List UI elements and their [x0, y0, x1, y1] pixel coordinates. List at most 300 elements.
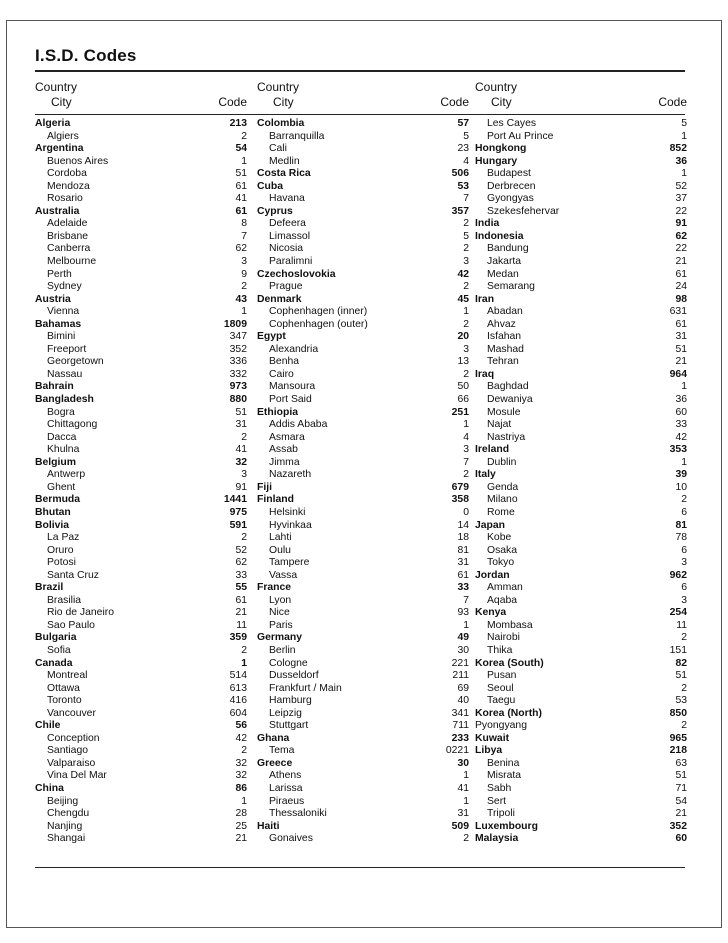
country-name: Ethiopia: [257, 406, 298, 418]
city-name: Tampere: [269, 557, 310, 569]
dial-code: 2: [463, 281, 469, 293]
city-row: [475, 783, 687, 796]
country-name: Bahrain: [35, 381, 74, 393]
country-name: Argentina: [35, 143, 84, 155]
city-name: Buenos Aires: [47, 155, 109, 167]
city-name: Chittagong: [47, 419, 98, 431]
country-row: [35, 783, 247, 796]
city-name: Baghdad: [487, 381, 529, 393]
city-name: Perth: [47, 268, 72, 280]
country-name: France: [257, 582, 292, 594]
city-row: [257, 557, 469, 570]
city-row: [475, 595, 687, 608]
dial-code: 54: [235, 143, 247, 155]
city-row: [35, 193, 247, 206]
city-name: Jimma: [269, 456, 300, 468]
city-row: [257, 243, 469, 256]
country-row: [35, 494, 247, 507]
city-name: Shangai: [47, 833, 86, 845]
city-row: [257, 545, 469, 558]
dial-code: 42: [675, 431, 687, 443]
city-row: [475, 645, 687, 658]
city-name: Georgetown: [47, 356, 104, 368]
city-name: Vina Del Mar: [47, 770, 107, 782]
city-row: [475, 494, 687, 507]
city-row: [475, 507, 687, 520]
country-row: [35, 520, 247, 533]
header-row: [35, 95, 247, 110]
city-name: Cophenhagen (outer): [269, 318, 368, 330]
city-name: Benha: [269, 356, 300, 368]
dial-code: 3: [463, 444, 469, 456]
dial-code: 11: [676, 619, 687, 631]
city-row: [475, 620, 687, 633]
city-row: [257, 658, 469, 671]
dial-code: 31: [457, 557, 469, 569]
country-row: [35, 720, 247, 733]
city-row: [35, 356, 247, 369]
dial-code: 6: [681, 506, 687, 518]
dial-code: 41: [457, 782, 469, 794]
dial-code: 7: [463, 193, 469, 205]
city-name: Kobe: [487, 532, 512, 544]
city-name: Santiago: [47, 745, 89, 757]
city-row: [475, 482, 687, 495]
country-name: Cyprus: [257, 205, 293, 217]
dial-code: 62: [235, 557, 247, 569]
country-row: [257, 331, 469, 344]
dial-code: 850: [669, 707, 687, 719]
city-row: [35, 770, 247, 783]
city-row: [257, 444, 469, 457]
dial-code: 7: [463, 594, 469, 606]
dial-code: 31: [235, 419, 247, 431]
city-name: Sert: [487, 795, 507, 807]
dial-code: 51: [675, 343, 687, 355]
dial-code: 31: [457, 808, 469, 820]
dial-code: 604: [229, 707, 247, 719]
country-row: [257, 294, 469, 307]
city-name: Amman: [487, 582, 523, 594]
country-row: [35, 143, 247, 156]
dial-code: 50: [457, 381, 469, 393]
dial-code: 93: [457, 607, 469, 619]
country-name: Luxembourg: [475, 820, 538, 832]
city-row: [475, 796, 687, 809]
city-row: [35, 482, 247, 495]
dial-code: 1: [681, 130, 687, 142]
country-row: [475, 469, 687, 482]
city-name: Berlin: [269, 644, 296, 656]
country-row: [257, 632, 469, 645]
city-name: Seoul: [487, 682, 514, 694]
dial-code: 2: [241, 532, 247, 544]
city-row: [35, 419, 247, 432]
city-name: Mansoura: [269, 381, 316, 393]
country-row: [35, 457, 247, 470]
city-name: Port Said: [269, 394, 312, 406]
header-row: [475, 95, 687, 110]
country-name: Egypt: [257, 331, 286, 343]
dial-code: 2: [241, 431, 247, 443]
code-list: [35, 118, 247, 846]
country-row: [257, 168, 469, 181]
city-name: Barranquilla: [269, 130, 325, 142]
country-name: Kenya: [475, 607, 507, 619]
country-name: China: [35, 782, 64, 794]
header-country: Country: [35, 80, 78, 94]
dial-code: 852: [669, 143, 687, 155]
country-row: [475, 231, 687, 244]
city-row: [35, 607, 247, 620]
city-row: [475, 356, 687, 369]
dial-code: 61: [235, 180, 247, 192]
city-row: [35, 645, 247, 658]
country-row: [475, 607, 687, 620]
country-name: Italy: [475, 469, 496, 481]
city-row: [475, 632, 687, 645]
city-name: Algiers: [47, 130, 79, 142]
country-name: Ireland: [475, 444, 510, 456]
city-row: [35, 306, 247, 319]
city-name: Stuttgart: [269, 720, 309, 732]
city-name: Pyongyang: [475, 720, 527, 732]
city-name: Bogra: [47, 406, 75, 418]
dial-code: 13: [457, 356, 469, 368]
city-row: [257, 770, 469, 783]
dial-code: 40: [457, 695, 469, 707]
dial-code: 1: [681, 381, 687, 393]
dial-code: 233: [451, 732, 469, 744]
city-row: [257, 193, 469, 206]
dial-code: 51: [235, 406, 247, 418]
country-row: [475, 369, 687, 382]
country-row: [475, 658, 687, 671]
dial-code: 2: [681, 682, 687, 694]
city-name: Lahti: [269, 532, 292, 544]
country-row: [257, 733, 469, 746]
dial-code: 880: [229, 394, 247, 406]
dial-code: 1441: [223, 494, 247, 506]
dial-code: 22: [675, 243, 687, 255]
country-name: Hongkong: [475, 143, 527, 155]
country-row: [475, 156, 687, 169]
dial-code: 56: [235, 720, 247, 732]
dial-code: 359: [229, 632, 247, 644]
city-name: Osaka: [487, 544, 518, 556]
country-name: Germany: [257, 632, 303, 644]
city-name: Adelaide: [47, 218, 88, 230]
city-name: Addis Ababa: [269, 419, 328, 431]
city-name: Pusan: [487, 670, 517, 682]
dial-code: 63: [675, 757, 687, 769]
dial-code: 24: [675, 281, 687, 293]
city-row: [475, 432, 687, 445]
dial-code: 5: [463, 130, 469, 142]
city-row: [35, 281, 247, 294]
city-row: [35, 331, 247, 344]
column-2: [257, 80, 469, 845]
city-name: Athens: [269, 770, 302, 782]
dial-code: 213: [229, 118, 247, 129]
country-name: Finland: [257, 494, 294, 506]
dial-code: 6: [681, 544, 687, 556]
country-name: Bangladesh: [35, 394, 94, 406]
city-row: [35, 808, 247, 821]
city-row: [35, 683, 247, 696]
dial-code: 357: [451, 205, 469, 217]
country-name: Hungary: [475, 155, 518, 167]
city-name: Antwerp: [47, 469, 86, 481]
city-name: Mosule: [487, 406, 521, 418]
country-name: Haiti: [257, 820, 280, 832]
city-name: Cali: [269, 143, 287, 155]
dial-code: 0221: [445, 745, 469, 757]
country-row: [257, 582, 469, 595]
city-name: Toronto: [47, 695, 82, 707]
country-row: [35, 381, 247, 394]
dial-code: 52: [675, 180, 687, 192]
dial-code: 42: [457, 268, 469, 280]
dial-code: 60: [675, 406, 687, 418]
dial-code: 81: [675, 519, 687, 531]
dial-code: 591: [229, 519, 247, 531]
city-name: Dublin: [487, 456, 517, 468]
dial-code: 9: [241, 268, 247, 280]
city-row: [257, 156, 469, 169]
dial-code: 347: [229, 331, 247, 343]
country-row: [35, 582, 247, 595]
country-row: [257, 181, 469, 194]
country-name: Brazil: [35, 582, 64, 594]
country-row: [475, 733, 687, 746]
city-name: Bandung: [487, 243, 529, 255]
dial-code: 30: [457, 644, 469, 656]
dial-code: 2: [241, 745, 247, 757]
city-row: [475, 193, 687, 206]
dial-code: 1: [463, 619, 469, 631]
dial-code: 5: [681, 118, 687, 129]
dial-code: 37: [675, 193, 687, 205]
city-name: Hamburg: [269, 695, 312, 707]
city-row: [257, 457, 469, 470]
country-name: Kuwait: [475, 732, 510, 744]
city-row: [35, 833, 247, 846]
dial-code: 51: [675, 670, 687, 682]
dial-code: 1: [241, 306, 247, 318]
city-name: La Paz: [47, 532, 80, 544]
country-name: Australia: [35, 205, 80, 217]
header-city: City: [273, 95, 294, 109]
city-name: Alexandria: [269, 343, 319, 355]
dial-code: 98: [675, 293, 687, 305]
city-row: [475, 243, 687, 256]
dial-code: 358: [451, 494, 469, 506]
city-name: Beijing: [47, 795, 79, 807]
dial-code: 78: [675, 532, 687, 544]
city-name: Lyon: [269, 594, 292, 606]
country-name: Bolivia: [35, 519, 70, 531]
dial-code: 4: [463, 431, 469, 443]
city-row: [35, 231, 247, 244]
city-row: [475, 306, 687, 319]
dial-code: 251: [451, 406, 469, 418]
city-name: Rio de Janeiro: [47, 607, 115, 619]
header-rule: [35, 114, 685, 115]
dial-code: 2: [681, 632, 687, 644]
city-row: [35, 620, 247, 633]
country-name: Ghana: [257, 732, 290, 744]
dial-code: 49: [457, 632, 469, 644]
dial-code: 66: [457, 394, 469, 406]
dial-code: 0: [463, 506, 469, 518]
dial-code: 2: [681, 494, 687, 506]
city-name: Nairobi: [487, 632, 520, 644]
country-name: Canada: [35, 657, 73, 669]
city-name: Mombasa: [487, 619, 533, 631]
dial-code: 54: [675, 795, 687, 807]
city-row: [257, 131, 469, 144]
dial-code: 21: [235, 833, 247, 845]
dial-code: 2: [463, 318, 469, 330]
dial-code: 1: [681, 168, 687, 180]
city-name: Cophenhagen (inner): [269, 306, 368, 318]
dial-code: 962: [669, 569, 687, 581]
dial-code: 679: [451, 481, 469, 493]
dial-code: 613: [229, 682, 247, 694]
city-row: [35, 595, 247, 608]
city-name: Ottawa: [47, 682, 80, 694]
city-row: [257, 306, 469, 319]
city-row: [475, 181, 687, 194]
city-name: Tokyo: [487, 557, 515, 569]
city-row: [475, 168, 687, 181]
dial-code: 151: [669, 644, 687, 656]
city-row: [475, 344, 687, 357]
country-row: [475, 745, 687, 758]
city-name: Piraeus: [269, 795, 305, 807]
city-name: Cairo: [269, 368, 294, 380]
city-row: [475, 808, 687, 821]
dial-code: 22: [675, 205, 687, 217]
dial-code: 8: [241, 218, 247, 230]
dial-code: 71: [675, 782, 687, 794]
city-name: Leipzig: [269, 707, 302, 719]
country-row: [475, 570, 687, 583]
dial-code: 1: [463, 306, 469, 318]
dial-code: 28: [235, 808, 247, 820]
code-list: [257, 118, 469, 846]
dial-code: 21: [675, 256, 687, 268]
city-row: [257, 670, 469, 683]
city-name: Nazareth: [269, 469, 312, 481]
country-row: [35, 507, 247, 520]
dial-code: 82: [675, 657, 687, 669]
dial-code: 514: [229, 670, 247, 682]
city-row: [257, 708, 469, 721]
code-list: [475, 118, 687, 846]
city-name: Medlin: [269, 155, 300, 167]
header-code: Code: [218, 95, 247, 109]
country-name: Iran: [475, 293, 495, 305]
title-rule: [35, 70, 685, 72]
header-row: [257, 95, 469, 110]
city-name: Hyvinkaa: [269, 519, 312, 531]
header-city: City: [51, 95, 72, 109]
city-name: Conception: [47, 732, 100, 744]
column-3: [475, 80, 687, 845]
city-name: Melbourne: [47, 256, 97, 268]
city-row: [35, 570, 247, 583]
dial-code: 3: [681, 594, 687, 606]
city-row: [35, 369, 247, 382]
country-name: Iraq: [475, 368, 495, 380]
dial-code: 60: [675, 833, 687, 845]
city-name: Port Au Prince: [487, 130, 554, 142]
dial-code: 973: [229, 381, 247, 393]
city-row: [475, 758, 687, 771]
dial-code: 86: [235, 782, 247, 794]
city-name: Isfahan: [487, 331, 522, 343]
country-row: [257, 482, 469, 495]
city-row: [257, 808, 469, 821]
city-row: [475, 457, 687, 470]
bottom-rule: [35, 867, 685, 868]
dial-code: 218: [669, 745, 687, 757]
city-row: [257, 532, 469, 545]
dial-code: 7: [241, 230, 247, 242]
city-row: [35, 821, 247, 834]
city-row: [257, 683, 469, 696]
country-row: [475, 821, 687, 834]
city-name: Rosario: [47, 193, 83, 205]
city-name: Canberra: [47, 243, 91, 255]
city-row: [35, 168, 247, 181]
city-row: [257, 231, 469, 244]
dial-code: 41: [235, 193, 247, 205]
city-row: [475, 419, 687, 432]
dial-code: 2: [681, 720, 687, 732]
city-row: [35, 557, 247, 570]
city-row: [257, 218, 469, 231]
city-name: Benina: [487, 757, 520, 769]
city-name: Najat: [487, 419, 512, 431]
city-name: Asmara: [269, 431, 305, 443]
dial-code: 3: [681, 557, 687, 569]
city-row: [257, 570, 469, 583]
city-name: Ghent: [47, 481, 76, 493]
country-name: Algeria: [35, 118, 71, 129]
country-name: Denmark: [257, 293, 302, 305]
city-name: Nicosia: [269, 243, 304, 255]
country-row: [257, 269, 469, 282]
city-name: Dacca: [47, 431, 77, 443]
city-name: Frankfurt / Main: [269, 682, 342, 694]
dial-code: 1: [241, 657, 247, 669]
dial-code: 1: [463, 795, 469, 807]
dial-code: 1809: [223, 318, 247, 330]
city-name: Brasilia: [47, 594, 82, 606]
country-name: Greece: [257, 757, 293, 769]
dial-code: 2: [463, 833, 469, 845]
city-row: [475, 381, 687, 394]
country-row: [35, 118, 247, 131]
dial-code: 20: [457, 331, 469, 343]
city-name: Gonaives: [269, 833, 313, 845]
city-row: [257, 419, 469, 432]
dial-code: 21: [235, 607, 247, 619]
country-row: [257, 206, 469, 219]
